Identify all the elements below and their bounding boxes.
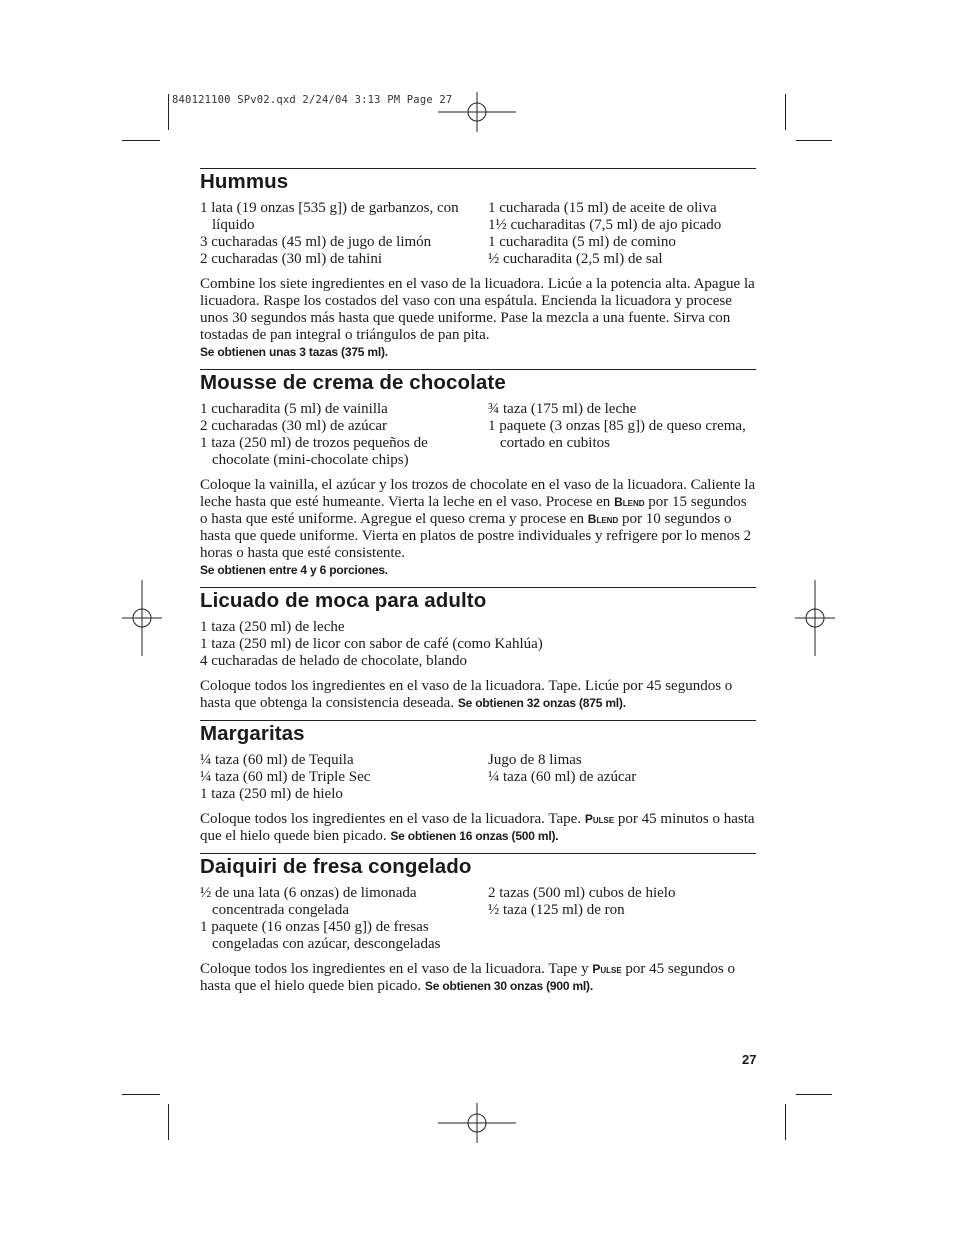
registration-mark-left [122,580,162,656]
instructions-text: Combine los siete ingredientes en el vaso de la licuadora. Licúe a la potencia alta. Apague la licuadora. Raspe los costados del vaso con una espátula. Encienda la licuadora y procese unos 30 segundos más hasta que quede uniforme. Pase la mezcla a una fuente. Sirva con tostadas de pan integral o triángulos de pan pita. [200,276,755,343]
ingredient: 1 paquete (3 onzas [85 g]) de queso crema, cortado en cubitos [488,418,746,451]
instructions [200,961,756,995]
registration-mark-top [438,92,516,132]
yield: Se obtienen 16 onzas (500 ml). [390,829,559,843]
instructions-text: Coloque la vainilla, el azúcar y los trozos de chocolate en el vaso de la licuadora. Caliente la leche hasta que esté humeante. Vierta la leche en el vaso. Procese en [200,477,756,510]
ingredient: 3 cucharadas (45 ml) de jugo de limón [200,234,432,250]
recipe-title: Licuado de moca para adulto [200,589,487,612]
instructions [200,477,756,579]
ingredient: ½ taza (125 ml) de ron [488,902,625,918]
ingredient: 2 tazas (500 ml) cubos de hielo [488,885,676,901]
ingredient: 1 cucharadita (5 ml) de comino [488,234,676,250]
instructions-text: por 45 segundos o hasta que el hielo quede bien picado. [200,961,735,994]
recipe-title: Hummus [200,170,289,193]
ingredient: ¼ taza (60 ml) de Tequila [200,752,354,768]
instructions-text: Coloque todos los ingredientes en el vaso de la licuadora. Tape. [200,811,582,827]
ingredient-columns [200,401,756,469]
recipe-mousse [200,369,756,579]
pulse-setting: Pulse [592,962,622,976]
instructions [200,678,756,712]
ingredient-column-right [488,885,756,953]
instructions-text: por 45 minutos o hasta que el hielo quede bien picado. [200,811,755,844]
registration-mark-right [795,580,835,656]
ingredient: 1 taza (250 ml) de licor con sabor de café (como Kahlúa) [200,636,543,652]
ingredient: 2 cucharadas (30 ml) de azúcar [200,418,387,434]
recipe-page [200,168,756,995]
ingredient: 4 cucharadas de helado de chocolate, blando [200,653,467,669]
crop-mark [796,140,832,141]
recipe-daiquiri [200,853,756,995]
ingredient-column-right [488,200,756,268]
crop-mark [796,1094,832,1095]
ingredient: 1 taza (250 ml) de leche [200,619,345,635]
ingredient-columns [200,200,756,268]
blend-setting: Blend [587,512,619,526]
crop-mark [122,140,160,141]
instructions [200,811,756,845]
print-slug: 840121100 SPv02.qxd 2/24/04 3:13 PM Page 27 [172,94,453,106]
crop-mark [785,94,786,130]
instructions-text: por 10 segundos o hasta que quede uniforme. Vierta en platos de postre individuales y refrigere por lo menos 2 horas o hasta que esté consistente. [200,511,752,561]
yield: Se obtienen 30 onzas (900 ml). [424,979,593,993]
ingredient: 1½ cucharaditas (7,5 ml) de ajo picado [488,217,722,233]
instructions [200,276,756,361]
ingredient: 1 cucharadita (5 ml) de vainilla [200,401,388,417]
crop-mark [168,94,169,130]
ingredient: ¼ taza (60 ml) de Triple Sec [200,769,371,785]
yield: Se obtienen 32 onzas (875 ml). [457,696,626,710]
ingredient: 1 paquete (16 onzas [450 g]) de fresas congeladas con azúcar, descongeladas [200,919,441,952]
recipe-title: Margaritas [200,722,305,745]
recipe-margaritas [200,720,756,845]
crop-mark [122,1094,160,1095]
registration-mark-bottom [438,1103,516,1143]
recipe-hummus [200,168,756,361]
ingredient-column-right [488,401,756,469]
ingredient-column-left [200,885,488,953]
ingredient: 2 cucharadas (30 ml) de tahini [200,251,383,267]
ingredient-column-left [200,752,488,803]
instructions-text: Coloque todos los ingredientes en el vaso de la licuadora. Tape y [200,961,589,977]
ingredient: ¾ taza (175 ml) de leche [488,401,637,417]
pulse-setting: Pulse [584,812,615,826]
ingredient: ¼ taza (60 ml) de azúcar [488,769,637,785]
recipe-title: Mousse de crema de chocolate [200,371,506,394]
yield: Se obtienen unas 3 tazas (375 ml). [200,345,388,359]
ingredient-column-left [200,200,488,268]
ingredient: 1 cucharada (15 ml) de aceite de oliva [488,200,717,216]
crop-mark [168,1104,169,1140]
ingredient: 1 taza (250 ml) de trozos pequeños de chocolate (mini-chocolate chips) [200,435,428,468]
ingredient: 1 lata (19 onzas [535 g]) de garbanzos, con líquido [200,200,459,233]
recipe-licuado [200,587,756,712]
ingredient-column-left [200,401,488,469]
ingredient: ½ de una lata (6 onzas) de limonada concentrada congelada [200,885,417,918]
ingredient: Jugo de 8 limas [488,752,582,768]
crop-mark [785,1104,786,1140]
recipe-title: Daiquiri de fresa congelado [200,855,472,878]
ingredient-column-right [488,752,756,803]
ingredient-list [200,619,756,670]
page-number: 27 [742,1052,757,1067]
instructions-text: por 15 segundos o hasta que esté uniforme. Agregue el queso crema y procese en [200,494,747,527]
ingredient-columns [200,885,756,953]
ingredient: ½ cucharadita (2,5 ml) de sal [488,251,663,267]
ingredient: 1 taza (250 ml) de hielo [200,786,343,802]
instructions-text: Coloque todos los ingredientes en el vaso de la licuadora. Tape. Licúe por 45 segundos o hasta que obtenga la consistencia deseada. [200,678,733,711]
yield: Se obtienen entre 4 y 6 porciones. [200,563,388,577]
blend-setting: Blend [614,495,645,509]
ingredient-columns [200,752,756,803]
